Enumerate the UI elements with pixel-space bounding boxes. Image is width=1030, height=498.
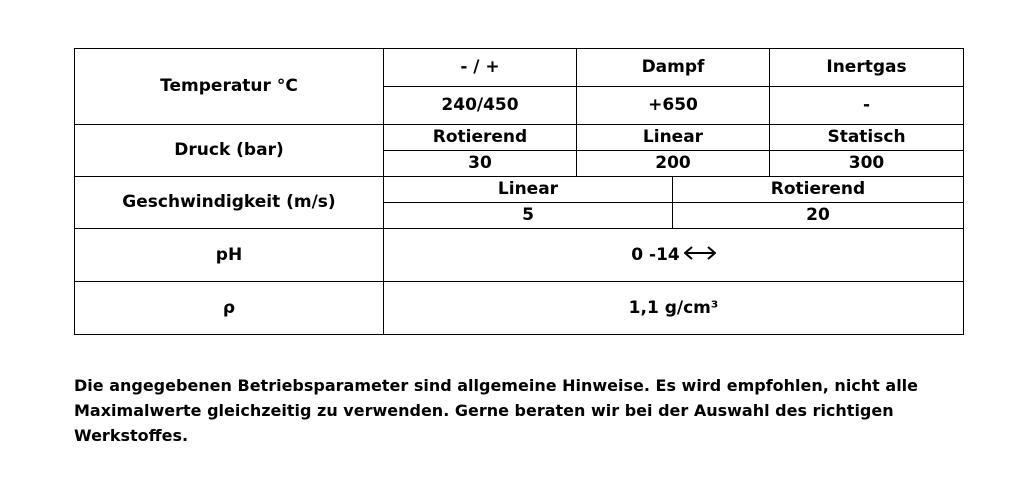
pressure-header-row bbox=[75, 125, 964, 151]
density-label: ρ bbox=[75, 282, 384, 335]
double-arrow-icon bbox=[684, 246, 716, 264]
temperature-label: Temperatur °C bbox=[75, 49, 384, 125]
temperature-header-inert-gas: Inertgas bbox=[770, 49, 964, 87]
density-row bbox=[75, 282, 964, 335]
temperature-header-steam: Dampf bbox=[577, 49, 770, 87]
ph-label: pH bbox=[75, 229, 384, 282]
temperature-value-steam: +650 bbox=[577, 87, 770, 125]
pressure-value-rotating: 30 bbox=[384, 151, 577, 177]
pressure-label: Druck (bar) bbox=[75, 125, 384, 177]
temperature-header-row bbox=[75, 49, 964, 87]
pressure-header-static: Statisch bbox=[770, 125, 964, 151]
speed-label: Geschwindigkeit (m/s) bbox=[75, 177, 384, 229]
temperature-header-plus-minus: - / + bbox=[384, 49, 577, 87]
operating-parameters-note: Die angegebenen Betriebsparameter sind allgemeine Hinweise. Es wird empfohlen, nicht alle Maximalwerte gleichzeitig zu verwenden. Gerne beraten wir bei der Auswahl des richtigen Werkstoffes. bbox=[74, 376, 919, 445]
operating-parameters-table bbox=[74, 48, 964, 335]
speed-header-row bbox=[75, 177, 964, 203]
pressure-value-static: 300 bbox=[770, 151, 964, 177]
pressure-header-rotating: Rotierend bbox=[384, 125, 577, 151]
speed-header-rotating: Rotierend bbox=[673, 177, 964, 203]
ph-value: 0 -14 bbox=[631, 245, 680, 265]
pressure-value-linear: 200 bbox=[577, 151, 770, 177]
speed-header-linear: Linear bbox=[384, 177, 673, 203]
ph-row bbox=[75, 229, 964, 282]
ph-value-cell bbox=[384, 229, 964, 282]
density-value: 1,1 g/cm³ bbox=[384, 282, 964, 335]
speed-value-rotating: 20 bbox=[673, 203, 964, 229]
temperature-value-inert-gas: - bbox=[770, 87, 964, 125]
pressure-header-linear: Linear bbox=[577, 125, 770, 151]
temperature-value-plus-minus: 240/450 bbox=[384, 87, 577, 125]
speed-value-linear: 5 bbox=[384, 203, 673, 229]
